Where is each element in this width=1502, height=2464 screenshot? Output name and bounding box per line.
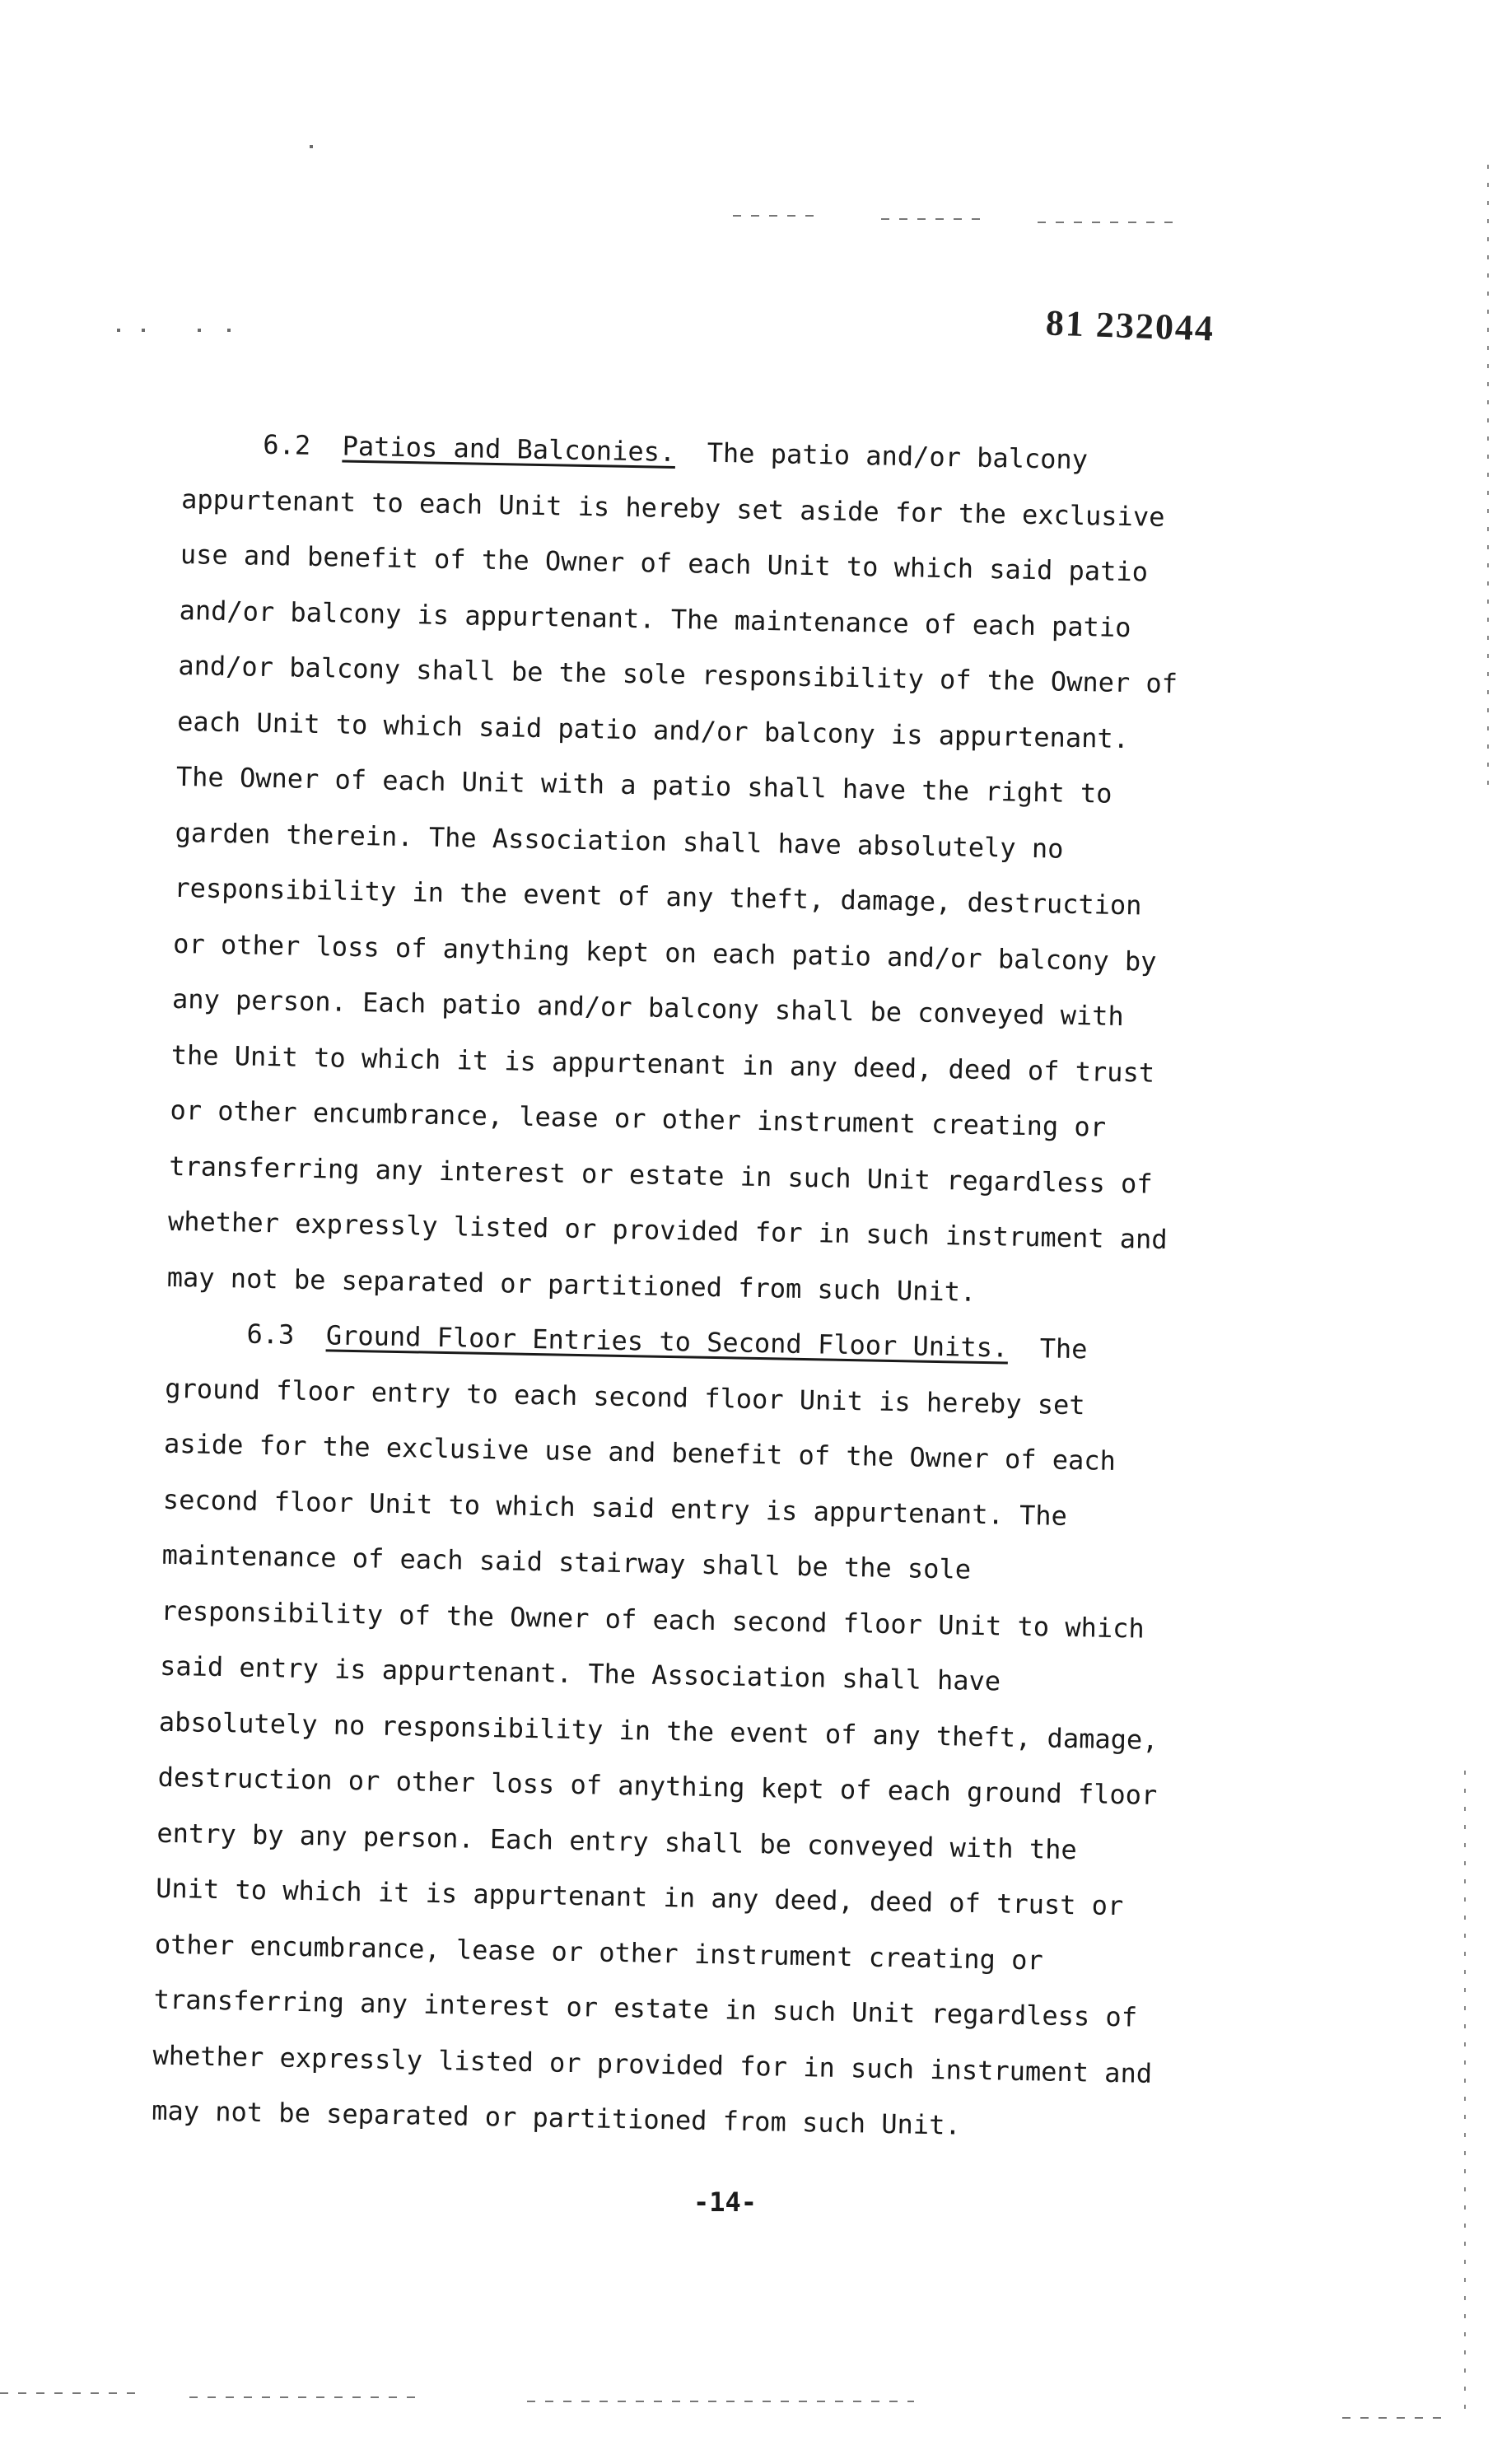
document-number: 81 232044 xyxy=(1045,302,1215,349)
text-line: each Unit to which said patio and/or balcony is appurtenant. xyxy=(176,705,1130,754)
text-line: other encumbrance, lease or other instrument creating or xyxy=(154,1928,1044,1976)
scan-noise-line xyxy=(0,2392,140,2394)
scan-noise-line xyxy=(881,218,988,220)
page-number: -14- xyxy=(693,2186,758,2218)
text-line: garden therein. The Association shall have absolutely no xyxy=(175,816,1064,865)
text-line: ground floor entry to each second floor Unit is hereby set xyxy=(165,1372,1085,1421)
section-number: 6.2 xyxy=(263,428,311,461)
text-line: destruction or other loss of anything kept of each ground floor xyxy=(157,1761,1158,1811)
scan-speck xyxy=(142,329,145,332)
text-line: whether expressly listed or provided for in such instrument and xyxy=(167,1205,1168,1256)
section-first-line: The patio and/or balcony xyxy=(707,436,1089,476)
text-line: maintenance of each said stairway shall be the sole xyxy=(161,1538,972,1585)
text-line: second floor Unit to which said entry is appurtenant. The xyxy=(162,1483,1068,1532)
scan-speck xyxy=(198,329,201,332)
scan-speck xyxy=(117,329,120,332)
section-heading: Patios and Balconies. xyxy=(342,430,676,468)
text-line: whether expressly listed or provided for in such instrument and xyxy=(152,2039,1153,2089)
section-heading: Ground Floor Entries to Second Floor Units. xyxy=(325,1319,1009,1364)
text-line: or other encumbrance, lease or other instrument creating or xyxy=(170,1094,1107,1143)
scan-noise-line xyxy=(733,215,823,217)
section-number: 6.3 xyxy=(246,1318,295,1351)
text-line: said entry is appurtenant. The Association shall have xyxy=(159,1650,1001,1697)
scan-noise-line xyxy=(1038,222,1178,223)
text-line: responsibility in the event of any theft, damage, destruction xyxy=(174,871,1142,922)
text-line: aside for the exclusive use and benefit of the Owner of each xyxy=(163,1427,1117,1477)
scan-noise-line xyxy=(527,2401,914,2402)
scan-speck xyxy=(310,145,313,148)
text-line: and/or balcony is appurtenant. The maintenance of each patio xyxy=(179,594,1131,643)
section-first-line: The xyxy=(1039,1332,1088,1365)
text-line: responsibility of the Owner of each second floor Unit to which xyxy=(161,1594,1145,1645)
text-line: or other loss of anything kept on each patio and/or balcony by xyxy=(172,927,1157,978)
text-line: the Unit to which it is appurtenant in any deed, deed of trust xyxy=(170,1038,1155,1089)
body-text xyxy=(152,416,1319,2159)
text-line: any person. Each patio and/or balcony shall be conveyed with xyxy=(171,982,1125,1033)
text-line: absolutely no responsibility in the event of any theft, damage, xyxy=(158,1706,1159,1756)
text-line: use and benefit of the Owner of each Unit to which said patio xyxy=(180,538,1149,588)
text-line: transferring any interest or estate in such Unit regardless of xyxy=(153,1983,1138,2033)
text-line: appurtenant to each Unit is hereby set aside for the exclusive xyxy=(180,483,1165,533)
scan-edge-mark xyxy=(1464,1771,1466,2413)
scan-noise-line xyxy=(1342,2417,1449,2419)
text-line: may not be separated or partitioned from such Unit. xyxy=(166,1261,977,1308)
scan-speck xyxy=(227,329,231,332)
text-line: transferring any interest or estate in such Unit regardless of xyxy=(168,1150,1153,1200)
text-line: entry by any person. Each entry shall be conveyed with the xyxy=(156,1817,1078,1865)
text-line: may not be separated or partitioned from such Unit. xyxy=(151,2094,962,2141)
text-line: and/or balcony shall be the sole responsibility of the Owner of xyxy=(178,649,1178,700)
text-line: Unit to which it is appurtenant in any deed, deed of trust or xyxy=(155,1872,1124,1922)
scan-noise-line xyxy=(189,2396,420,2398)
text-line: The Owner of each Unit with a patio shall have the right to xyxy=(175,760,1113,810)
scan-edge-mark xyxy=(1487,165,1489,791)
